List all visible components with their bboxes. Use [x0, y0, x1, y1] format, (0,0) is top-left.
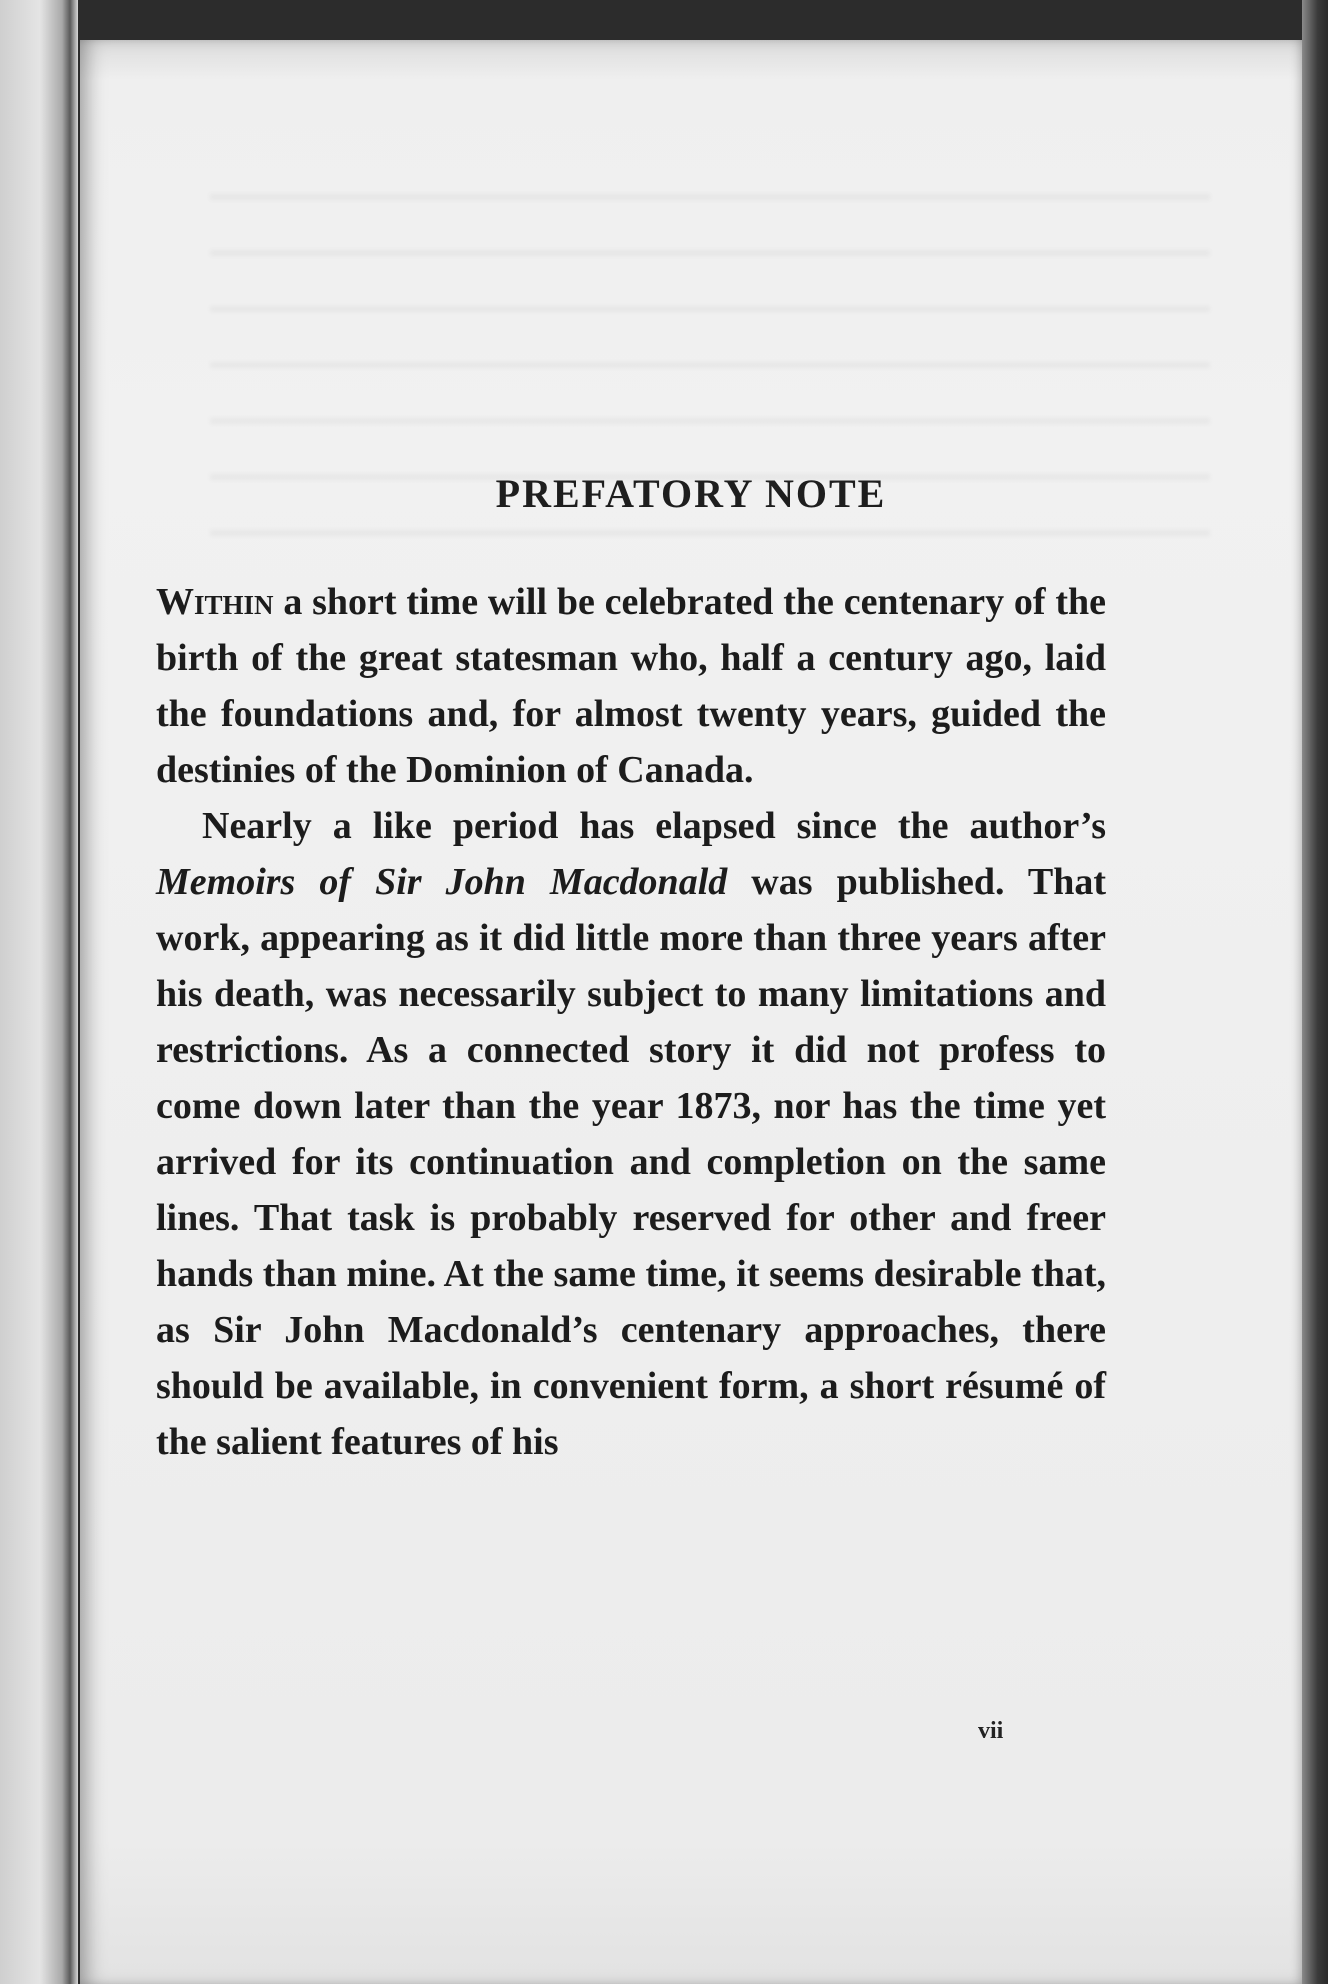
paragraph-2-text-after: was published. That work, appearing as it did little more than three years after his death, was necessarily subject to many limitations and restrictions. As a connected story it did not profess to come down later than the year 1873, nor has the time yet arrived for its continuation and completion on the same lines. That task is probably reserved for other and freer hands than mine. At the same time, it seems desirable that, as Sir John Macdonald’s centenary approaches, there should be available, in convenient form, a short résumé of the salient features of his [156, 861, 1107, 1463]
paragraph-2 [156, 798, 1106, 1470]
book-spine-edge [0, 0, 78, 1984]
book-right-edge [1302, 0, 1328, 1984]
show-through-text [210, 160, 1210, 580]
body-text [156, 574, 1106, 1470]
paragraph-1 [156, 574, 1106, 798]
paragraph-1-lead-word: Within [156, 581, 274, 623]
page-heading: PREFATORY NOTE [495, 471, 887, 516]
paragraph-2-text-before: Nearly a like period has elapsed since the author’s [202, 805, 1106, 847]
book-title: Memoirs of Sir John Macdonald [156, 861, 728, 903]
page-number: vii [978, 1718, 1004, 1744]
paragraph-1-text: a short time will be celebrated the centenary of the birth of the great statesman who, half a century ago, laid the foundations and, for almost twenty years, guided the destinies of the Dominion of Canada. [156, 581, 1106, 791]
